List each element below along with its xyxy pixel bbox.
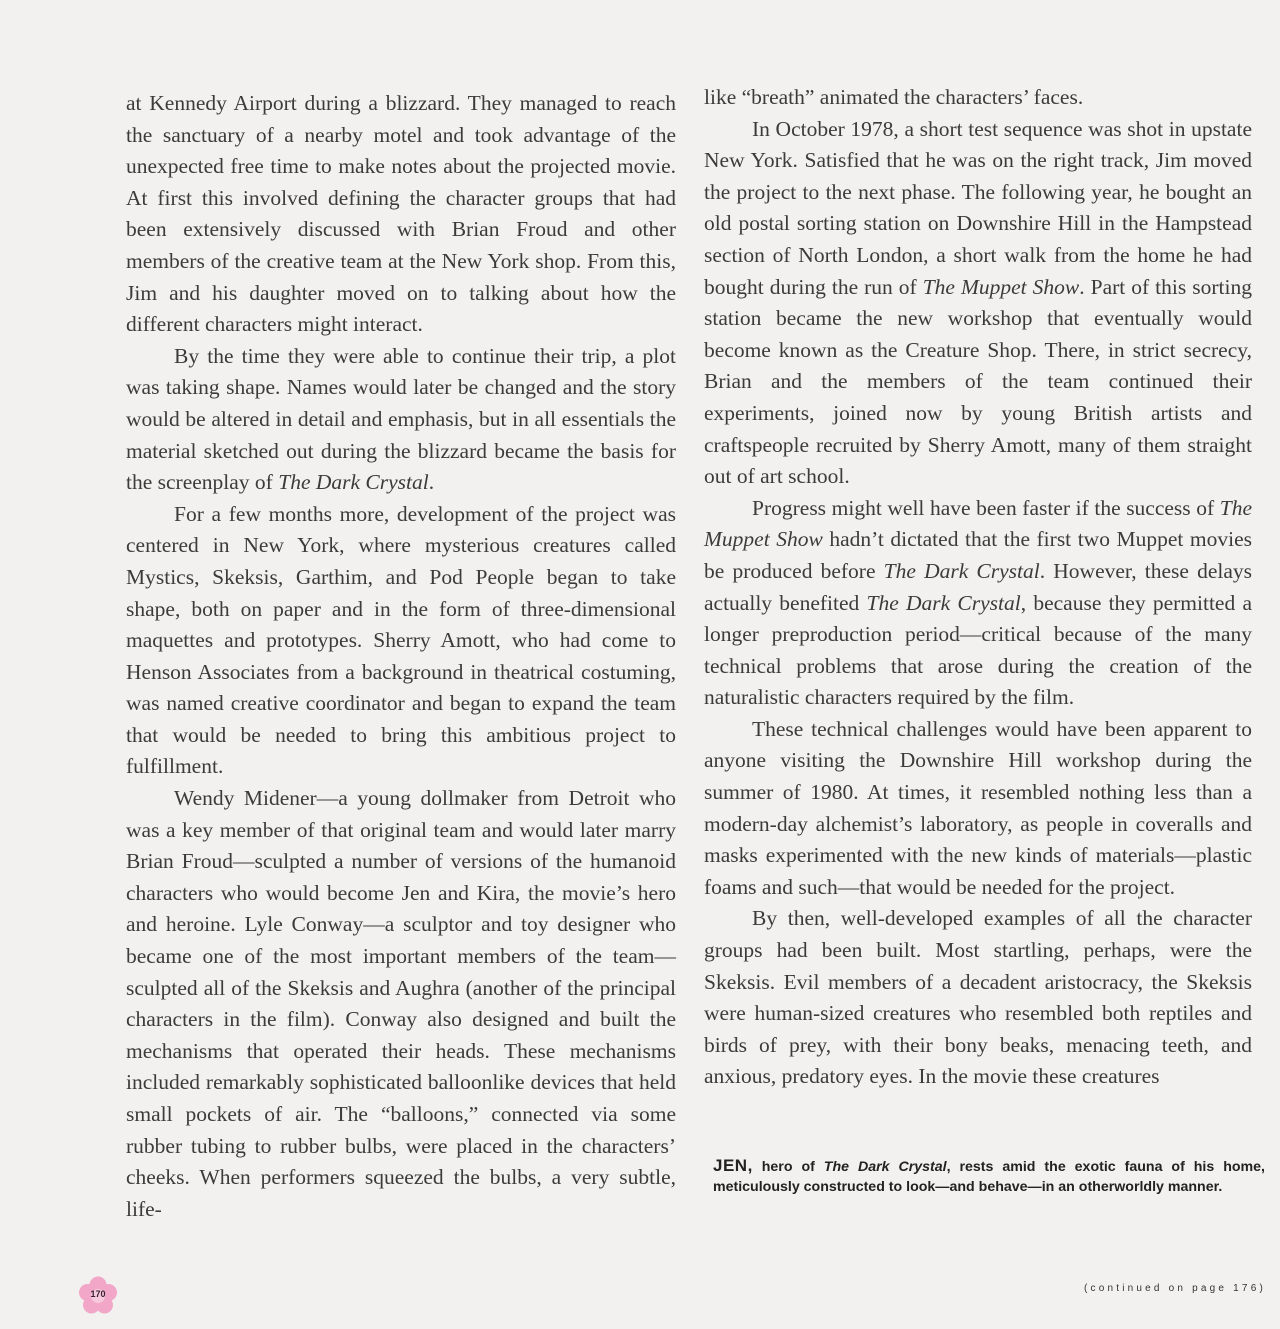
paragraph [126,341,676,499]
paragraph: These technical challenges would have been apparent to anyone visiting the Downshire Hill workshop during the summer of 1980. At times, it resembled nothing less than a modern-day alchemist’s laboratory, as people in coveralls and masks experimented with the new kinds of materials—plastic foams and such—that would be needed for the project. [704,716,1252,899]
film-title: The Dark Crystal [278,470,429,495]
caption-lead: JEN, [713,1156,753,1175]
caption-text: , rests amid the exotic fauna of his home, meticulously constructed to look—and behave—in an otherworldly manner. [713,1159,1265,1195]
paragraph: Wendy Midener—a young dollmaker from Detroit who was a key member of that original team and would later marry Brian Froud—sculpted a number of versions of the humanoid characters who would become Jen and Kira, the movie’s hero and heroine. Lyle Conway—a sculptor and toy designer who became one of the most important members of the team—sculpted all of the Skeksis and Aughra (another of the principal characters in the film). Conway also designed and built the mechanisms that operated their heads. These mechanisms included remarkably sophisticated balloonlike devices that held small pockets of air. The “balloons,” connected via some rubber tubing to rubber bulbs, were placed in the characters’ cheeks. When performers squeezed the bulbs, a very subtle, life- [126,786,676,1221]
text-run: In October 1978, a short test sequence was shot in upstate New York. Satisfied that he was on the right track, Jim moved the project to the next phase. The following year, he bought an old postal sorting station on Downshire Hill in the Hampstead section of North London, a short walk from the home he had bought during the run of [704,116,1252,299]
text-run: . [428,470,435,495]
photo-caption [713,1156,1265,1197]
text-run: , because they permitted a longer preproduction period—critical because of the many technical problems that arose during the creation of the naturalistic characters required by the film. [704,590,1252,710]
text-run: . Part of this sorting station became the new workshop that eventually would become known as the Creature Shop. There, in strict secrecy, Brian and the members of the team continued their experiments, joined now by young British artists and craftspeople recruited by Sherry Amott, many of them straight out of art school. [704,274,1252,489]
left-column [126,88,676,1225]
text-run: . However, these delays actually benefited [704,558,1252,615]
text-run: Progress might well have been faster if the success of [752,495,1220,520]
show-title: The Muppet Show [922,274,1080,299]
paragraph: at Kennedy Airport during a blizzard. They managed to reach the sanctuary of a nearby motel and took advantage of the unexpected free time to make notes about the projected movie. At first this involved defining the character groups that had been extensively discussed with Brian Froud and other members of the creative team at the New York shop. From this, Jim and his daughter moved on to talking about how the different characters might interact. [126,91,676,337]
page-number: 170 [90,1289,106,1299]
film-title: The Dark Crystal [866,590,1021,615]
paragraph [704,114,1252,493]
page-number-flower [78,1276,118,1316]
text-run: By the time they were able to continue their trip, a plot was taking shape. Names would later be changed and the story would be altered in detail and emphasis, but in all essentials the material sketched out during the blizzard became the basis for the screenplay of [126,343,676,495]
text-run: hadn’t dictated that the first two Muppet movies be produced before [704,527,1252,583]
film-title: The Dark Crystal [883,558,1040,583]
paragraph: For a few months more, development of the project was centered in New York, where mysterious creatures called Mystics, Skeksis, Garthim, and Pod People began to take shape, both on paper and in the form of three-dimensional maquettes and prototypes. Sherry Amott, who had come to Henson Associates from a background in theatrical costuming, was named creative coordinator and began to expand the team that would be needed to bring this ambitious project to fulfillment. [126,501,676,779]
paragraph: By then, well-developed examples of all the character groups had been built. Most startling, perhaps, were the Skeksis. Evil members of a decadent aristocracy, the Skeksis were human-sized creatures who resembled both reptiles and birds of prey, with their bony beaks, menacing teeth, and anxious, predatory eyes. In the movie these creatures [704,906,1252,1089]
continued-note: (continued on page 176) [1083,1283,1266,1294]
show-title: The Muppet Show [704,495,1252,552]
paragraph [704,493,1252,714]
paragraph: like “breath” animated the characters’ faces. [704,85,1084,109]
caption-film-title: The Dark Crystal [823,1159,947,1175]
caption-text: hero of [752,1159,824,1175]
right-column [704,82,1252,1093]
